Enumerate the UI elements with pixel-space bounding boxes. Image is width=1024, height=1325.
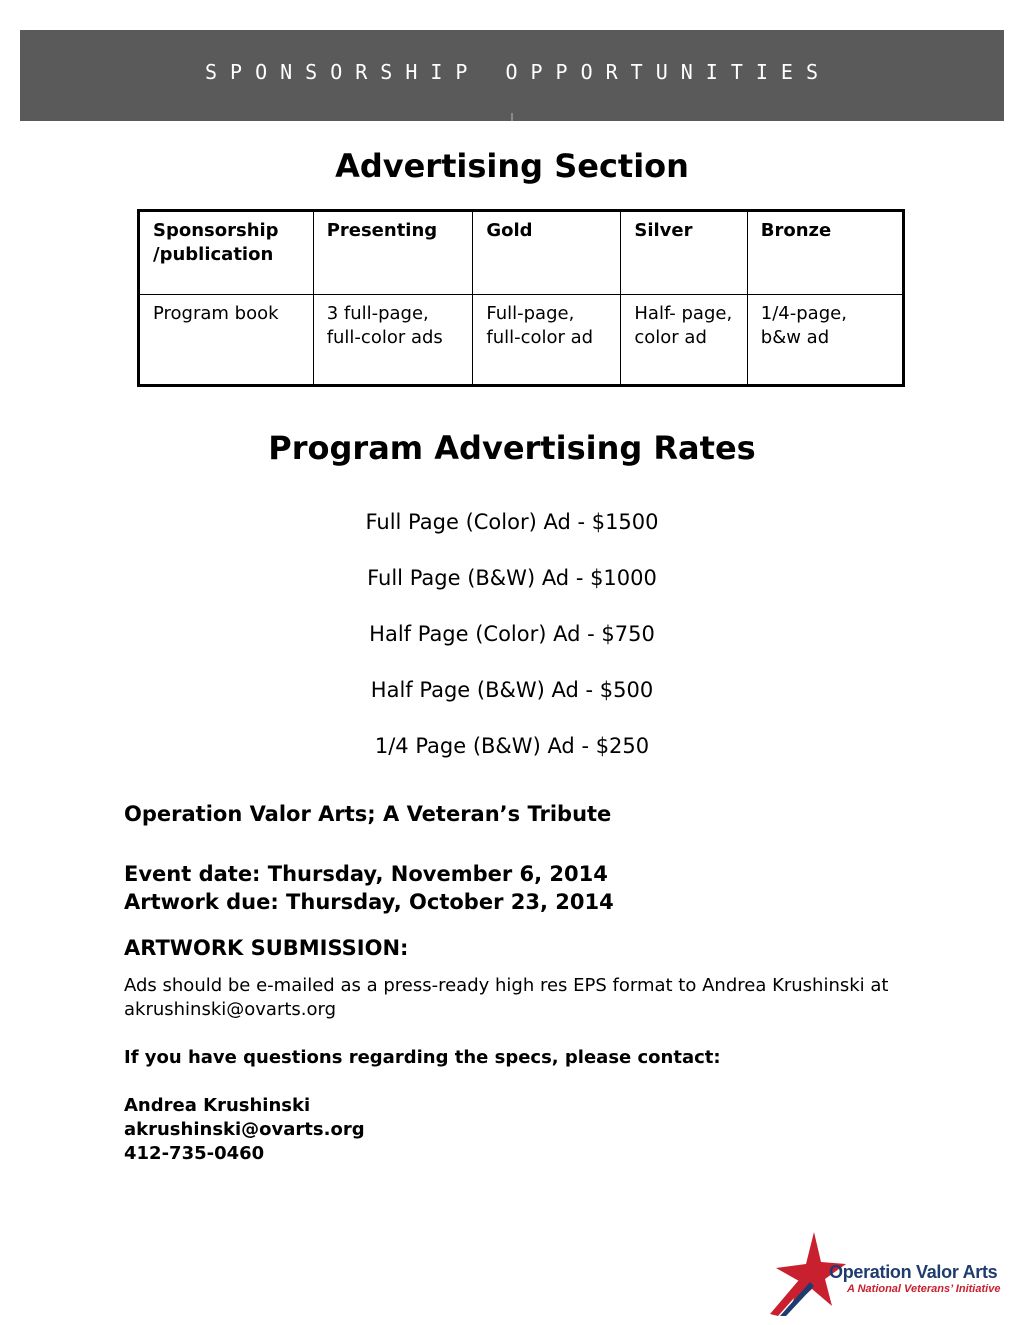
event-info (124, 800, 904, 1166)
organization-logo (766, 1230, 1001, 1320)
table-cell: 1/4-page, b&w ad (747, 295, 903, 386)
banner-title: SPONSORSHIP OPPORTUNITIES (204, 60, 832, 84)
table-cell: Half- page, color ad (621, 295, 747, 386)
rates-section-title: Program Advertising Rates (268, 429, 756, 467)
sponsorship-table (137, 209, 905, 387)
table-header-cell: Sponsorship /publication (139, 211, 314, 295)
logo-text (829, 1262, 1000, 1295)
advertising-section-title: Advertising Section (335, 147, 689, 185)
contact-email[interactable]: akrushinski@ovarts.org (124, 1119, 365, 1140)
rate-item: Half Page (Color) Ad - $750 (369, 622, 655, 646)
event-dates (124, 860, 904, 916)
rate-item: Half Page (B&W) Ad - $500 (370, 678, 654, 702)
table-header-cell: Presenting (313, 211, 473, 295)
submission-instructions: Ads should be e-mailed as a press-ready high res EPS format to Andrea Krushinski at akrushinski@ovarts.org (124, 975, 889, 1020)
logo-tagline: A National Veterans’ Initiative (847, 1283, 1001, 1295)
header-banner (20, 30, 1004, 121)
table-header-row (139, 211, 904, 295)
table-row (139, 295, 904, 386)
contact-name: Andrea Krushinski (124, 1095, 311, 1116)
table-cell: Full-page, full-color ad (473, 295, 621, 386)
table-header-cell: Silver (621, 211, 747, 295)
table-cell: 3 full-page, full-color ads (313, 295, 473, 386)
rates-list (0, 508, 1024, 788)
banner-divider (511, 113, 513, 121)
artwork-due-date: Artwork due: Thursday, October 23, 2014 (124, 890, 614, 914)
table-header-cell: Gold (473, 211, 621, 295)
contact-block (124, 1094, 904, 1166)
event-name: Operation Valor Arts; A Veteran’s Tribute (124, 802, 612, 826)
rate-item: Full Page (Color) Ad - $1500 (365, 510, 659, 534)
contact-phone: 412-735-0460 (124, 1143, 265, 1164)
rate-item: 1/4 Page (B&W) Ad - $250 (374, 734, 650, 758)
contact-prompt: If you have questions regarding the specs, please contact: (124, 1047, 721, 1068)
event-date: Event date: Thursday, November 6, 2014 (124, 862, 608, 886)
table-header-cell: Bronze (747, 211, 903, 295)
logo-name: Operation Valor Arts (829, 1262, 998, 1282)
rate-item: Full Page (B&W) Ad - $1000 (367, 566, 657, 590)
submission-heading: ARTWORK SUBMISSION: (124, 936, 409, 960)
table-cell: Program book (139, 295, 314, 386)
